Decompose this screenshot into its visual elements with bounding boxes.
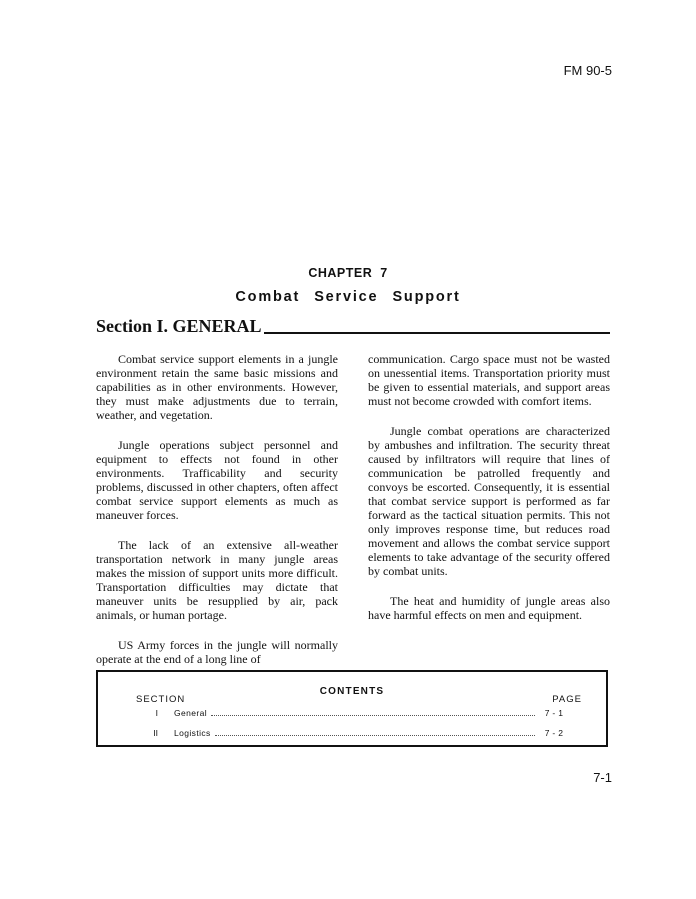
paragraph: Combat service support elements in a jungle environment retain the same basic missions and capabilities as in other environments. However, they must make adjustments due to terrain, weather, and vegetation. — [96, 352, 338, 422]
section-heading — [96, 312, 610, 336]
section-rule — [264, 332, 610, 334]
leader-dots — [211, 715, 535, 716]
paragraph: The lack of an extensive all-weather transportation network in many jungle areas makes the mission of support units more difficult. Transportation difficulties may dictate that maneuver units be resupplied by air, pack animals, or human portage. — [96, 538, 338, 622]
contents-title: CONTENTS — [319, 686, 385, 697]
paragraph: Jungle combat operations are characterized by ambushes and infiltration. The security threat caused by infiltrators will require that lines of communication be patrolled frequently and convoys be escorted. Consequently, it is essential that combat service support is performed as far forward as the tactical situation permits. This not only improves response time, but reduces road movement and allows the combat service support elements to take advantage of the security offered by combat units. — [368, 424, 610, 578]
contents-row-number: II — [153, 728, 158, 738]
contents-page-header: PAGE — [552, 694, 582, 705]
section-title: Section I. GENERAL — [96, 316, 262, 336]
chapter-word: CHAPTER — [308, 266, 373, 280]
contents-row[interactable] — [136, 728, 566, 740]
chapter-number: 7 — [380, 266, 388, 280]
contents-row-number: I — [155, 708, 158, 718]
right-column — [368, 352, 610, 638]
contents-row[interactable] — [136, 708, 566, 720]
contents-row-title: General — [174, 708, 208, 718]
chapter-label — [0, 266, 696, 280]
contents-box — [96, 670, 608, 747]
chapter-title-word: Service — [314, 289, 379, 305]
paragraph: US Army forces in the jungle will normally operate at the end of a long line of — [96, 638, 338, 666]
contents-section-header: SECTION — [136, 694, 186, 705]
chapter-title — [0, 289, 696, 305]
paragraph: Jungle operations subject personnel and equipment to effects not found in other environments. Trafficability and security problems, discussed in other chapters, often affect combat service support elements as much as maneuver forces. — [96, 438, 338, 522]
chapter-title-word: Combat — [235, 289, 301, 305]
paragraph: communication. Cargo space must not be wasted on unessential items. Transportation priority must be given to essential materials, and support areas must not become crowded with comfort items. — [368, 352, 610, 408]
leader-dots — [215, 735, 535, 736]
contents-row-title: Logistics — [174, 728, 211, 738]
manual-id: FM 90-5 — [563, 63, 612, 78]
left-column — [96, 352, 338, 682]
chapter-title-word: Support — [392, 289, 461, 305]
page-number: 7-1 — [593, 770, 612, 785]
paragraph: The heat and humidity of jungle areas also have harmful effects on men and equipment. — [368, 594, 610, 622]
contents-row-page: 7-2 — [544, 728, 566, 738]
contents-row-page: 7-1 — [544, 708, 566, 718]
